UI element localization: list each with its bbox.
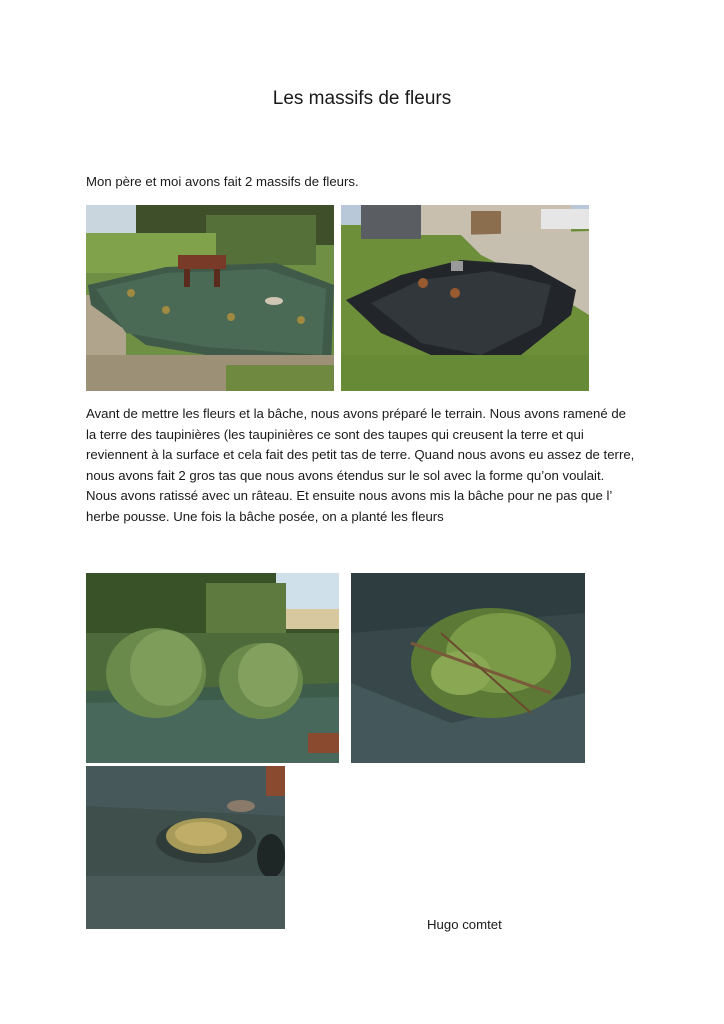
- intro-text: Mon père et moi avons fait 2 massifs de fleurs.: [86, 174, 359, 189]
- photo-grass-tuft: [86, 766, 285, 929]
- body-paragraph: Avant de mettre les fleurs et la bâche, nous avons préparé le terrain. Nous avons ramené de la terre des taupinières (les taupinières ce sont des taupes qui creusent la terre et qui reviennent à la surface et cela fait des petit tas de terre. Quand nous avons eu assez de terre, nous avons fait 2 gros tas que nous avons étendus sur le sol avec la forme qu’on voulait. Nous avons ratissé avec un râteau. Et ensuite nous avons mis la bâche pour ne pas que l’ herbe pousse. Une fois la bâche posée, on a planté les fleurs: [86, 406, 635, 524]
- photo-flowerbed-black-tarp: [341, 205, 589, 391]
- photo-rosemary-bushes: [86, 573, 339, 763]
- photo-small-shrub: [351, 573, 585, 763]
- photo-flowerbed-tarp-table: [86, 205, 334, 391]
- page-title: Les massifs de fleurs: [272, 88, 452, 109]
- author-name: Hugo comtet: [427, 917, 502, 932]
